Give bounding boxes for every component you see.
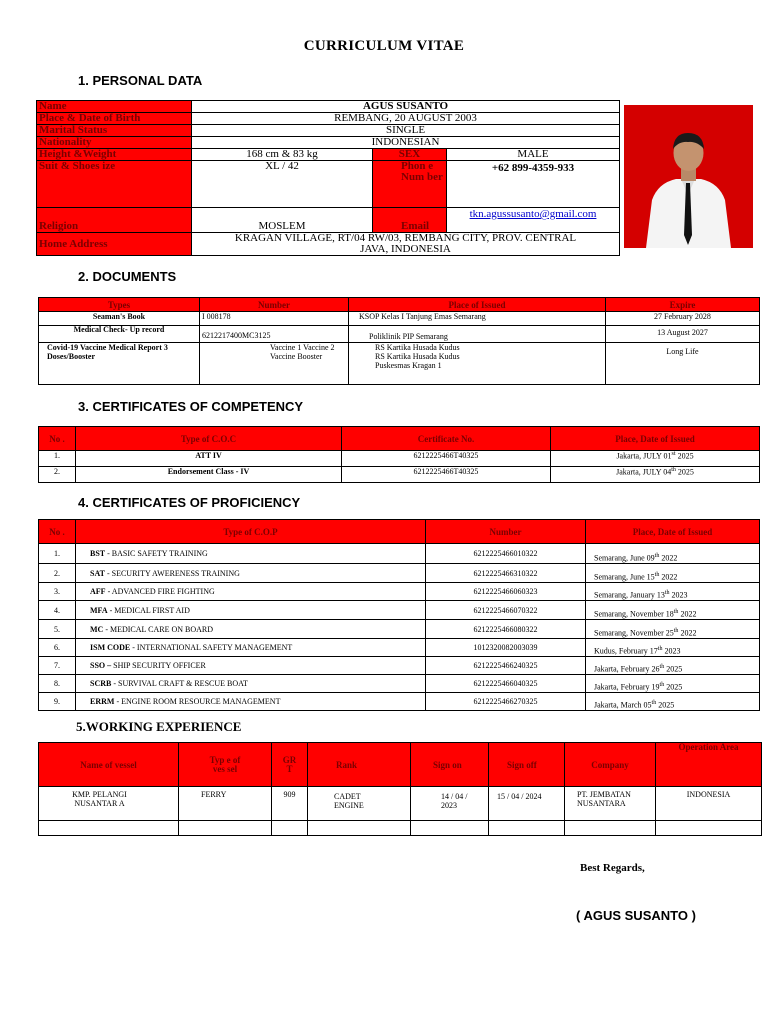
marital-value: SINGLE	[192, 125, 620, 137]
coc-table	[38, 426, 760, 483]
table-row	[39, 601, 760, 620]
name-value: AGUS SUSANTO	[192, 101, 620, 113]
cop-place-text: Semarang, November 18	[594, 610, 674, 619]
doc-header-place: Place of Issued	[349, 298, 606, 312]
work-header-signon: Sign on	[411, 743, 489, 787]
cop-no: 8.	[39, 675, 76, 693]
work-header-signoff: Sign off	[489, 743, 565, 787]
birth-label: Place & Date of Birth	[37, 113, 192, 125]
address-label: Home Address	[37, 233, 192, 256]
cop-type	[76, 693, 426, 711]
cop-place-sup: th	[657, 646, 663, 653]
cop-header-place: Place, Date of Issued	[586, 520, 760, 544]
page-title: CURRICULUM VITAE	[303, 38, 465, 54]
best-regards: Best Regards,	[580, 862, 645, 874]
signature-name: ( AGUS SUSANTO )	[576, 908, 696, 923]
cop-number: 6212225466270325	[426, 693, 586, 711]
birth-value: REMBANG, 20 AUGUST 2003	[192, 113, 620, 125]
cop-number: 6212225466310322	[426, 564, 586, 583]
table-row	[39, 787, 762, 821]
work-type: FERRY	[179, 787, 272, 821]
cop-no: 7.	[39, 657, 76, 675]
cop-place-text: Semarang, November 25	[594, 629, 674, 638]
doc-number: 6212217400MC3125	[200, 326, 349, 343]
table-row	[39, 583, 760, 601]
cop-desc: - BASIC SAFETY TRAINING	[105, 549, 208, 558]
doc-header-expire: Expire	[606, 298, 760, 312]
cop-no: 5.	[39, 620, 76, 639]
doc-type: Medical Check- Up record	[39, 326, 200, 343]
cop-desc: - SURVIVAL CRAFT & RESCUE BOAT	[111, 679, 248, 688]
doc-expire: Long Life	[606, 343, 760, 385]
cop-place	[586, 693, 760, 711]
work-header-type: Typ e of ves sel	[179, 743, 272, 787]
cop-type	[76, 639, 426, 657]
table-row	[39, 657, 760, 675]
table-row	[39, 564, 760, 583]
cop-place-year: 2025	[664, 683, 683, 692]
doc-place: RS Kartika Husada Kudus RS Kartika Husada Kudus Puskesmas Kragan 1	[349, 343, 606, 385]
cop-number: 1012320082003039	[426, 639, 586, 657]
coc-type: ATT IV	[76, 451, 342, 467]
cop-place-text: Semarang, June 15	[594, 573, 655, 582]
suit-label: Suit & Shoes ize	[37, 161, 192, 208]
doc-type: Seaman's Book	[39, 312, 200, 326]
cop-desc: - MEDICAL CARE ON BOARD	[103, 624, 214, 634]
cop-desc: - MEDICAL FIRST AID	[107, 605, 190, 615]
cop-place-text: Jakarta, February 19	[594, 683, 660, 692]
cop-table	[38, 519, 760, 711]
cop-place-sup: th	[654, 572, 660, 579]
cop-code: SCRB	[90, 679, 112, 688]
cop-place-text: Semarang, January 13	[594, 591, 665, 600]
doc-type: Covid-19 Vaccine Medical Report 3 Doses/Booster	[39, 343, 200, 385]
table-row	[39, 451, 760, 467]
work-header-area: Operation Area	[656, 743, 762, 787]
cop-type	[76, 657, 426, 675]
section-cop-heading: 4. CERTIFICATES OF PROFICIENCY	[78, 495, 301, 510]
cop-place	[586, 620, 760, 639]
cop-place-sup: th	[654, 553, 660, 560]
cop-number: 6212225466240325	[426, 657, 586, 675]
cop-code: ERRM	[90, 697, 115, 706]
cop-number: 6212225466040325	[426, 675, 586, 693]
work-area: INDONESIA	[656, 787, 762, 821]
cop-place	[586, 564, 760, 583]
cop-place-text: Jakarta, March 05	[594, 701, 652, 710]
cop-desc: SHIP SECURITY OFFICER	[111, 661, 206, 670]
cop-place-year: 2023	[669, 591, 688, 600]
sex-label: SEX	[373, 149, 447, 161]
cop-type	[76, 544, 426, 564]
cop-code: AFF	[90, 587, 106, 596]
section-documents-heading: 2. DOCUMENTS	[78, 269, 177, 284]
cop-place-year: 2022	[678, 610, 697, 619]
cop-place	[586, 657, 760, 675]
cop-place-sup: th	[651, 700, 657, 707]
suit-value: XL / 42	[192, 161, 373, 208]
cop-place-text: Jakarta, February 26	[594, 665, 660, 674]
coc-header-no: No .	[39, 427, 76, 451]
cop-place-year: 2025	[664, 665, 683, 674]
coc-place	[551, 467, 760, 483]
table-row	[39, 675, 760, 693]
section-work-heading: 5.WORKING EXPERIENCE	[76, 719, 242, 734]
cop-number: 6212225466060323	[426, 583, 586, 601]
cop-place	[586, 601, 760, 620]
cop-code: ISM CODE	[90, 643, 131, 652]
work-company: PT. JEMBATAN NUSANTARA	[565, 787, 656, 821]
nationality-label: Nationality	[37, 137, 192, 149]
cop-place-sup: th	[664, 590, 670, 597]
coc-place-year: 2025	[677, 451, 694, 461]
phone-value: +62 899-4359-933	[447, 161, 620, 208]
religion-value: MOSLEM	[192, 208, 373, 233]
table-row-empty	[39, 821, 762, 836]
table-row	[39, 639, 760, 657]
cop-number: 6212225466010322	[426, 544, 586, 564]
name-label: Name	[37, 101, 192, 113]
cop-desc: - INTERNATIONAL SAFETY MANAGEMENT	[130, 643, 293, 652]
cop-code: SAT	[90, 568, 105, 578]
doc-expire: 27 February 2028	[606, 312, 760, 326]
cop-place-year: 2022	[678, 629, 697, 638]
cop-header-no: No .	[39, 520, 76, 544]
cop-header-type: Type of C.O.P	[76, 520, 426, 544]
religion-label: Religion	[37, 208, 192, 233]
cop-place	[586, 639, 760, 657]
cop-type	[76, 564, 426, 583]
cop-desc: - ENGINE ROOM RESOURCE MANAGEMENT	[114, 697, 281, 706]
work-header-rank: Rank	[308, 743, 411, 787]
coc-place-year: 2025	[677, 467, 694, 477]
cop-place	[586, 544, 760, 564]
height-label: Height &Weight	[37, 149, 192, 161]
coc-place-text: Jakarta, JULY 04	[616, 467, 672, 477]
table-row	[39, 467, 760, 483]
cop-desc: - SECURITY AWERENESS TRAINING	[104, 568, 240, 578]
doc-number: I 008178	[200, 312, 349, 326]
coc-place-sup: th	[671, 467, 676, 473]
nationality-value: INDONESIAN	[192, 137, 620, 149]
doc-expire: 13 August 2027	[606, 326, 760, 343]
personal-data-table	[36, 100, 620, 256]
email-link[interactable]: tkn.agussusanto@gmail.com	[469, 208, 597, 220]
table-row	[39, 620, 760, 639]
cop-place-text: Semarang, June 09	[594, 554, 655, 563]
table-row	[39, 693, 760, 711]
cop-type	[76, 620, 426, 639]
cop-place-sup: th	[659, 664, 665, 671]
cop-no: 6.	[39, 639, 76, 657]
table-row	[39, 544, 760, 564]
doc-place: KSOP Kelas I Tanjung Emas Semarang	[349, 312, 606, 326]
coc-cert: 6212225466T40325	[342, 467, 551, 483]
cop-type	[76, 583, 426, 601]
section-personal-heading: 1. PERSONAL DATA	[78, 73, 203, 88]
coc-no: 2.	[39, 467, 76, 483]
doc-place: Poliklinik PIP Semarang	[349, 326, 606, 343]
cop-place-sup: th	[659, 682, 665, 689]
work-header-grt: GR T	[272, 743, 308, 787]
cop-place-sup: th	[673, 628, 679, 635]
profile-photo	[624, 105, 753, 248]
cop-place	[586, 583, 760, 601]
coc-cert: 6212225466T40325	[342, 451, 551, 467]
work-header-vessel: Name of vessel	[39, 743, 179, 787]
cop-place	[586, 675, 760, 693]
cop-code: MFA	[90, 605, 108, 615]
cop-place-year: 2025	[656, 701, 675, 710]
phone-label: Phon e Num ber	[373, 161, 447, 208]
cop-number: 6212225466080322	[426, 620, 586, 639]
cop-place-sup: th	[673, 609, 679, 616]
email-label: Email	[373, 208, 447, 233]
coc-place-sup: st	[671, 451, 676, 457]
coc-type: Endorsement Class - IV	[76, 467, 342, 483]
coc-place-text: Jakarta, JULY 01	[616, 451, 672, 461]
coc-no: 1.	[39, 451, 76, 467]
doc-header-number: Number	[200, 298, 349, 312]
work-grt: 909	[272, 787, 308, 821]
cop-no: 2.	[39, 564, 76, 583]
coc-header-place: Place, Date of Issued	[551, 427, 760, 451]
section-coc-heading: 3. CERTIFICATES OF COMPETENCY	[78, 399, 304, 414]
cop-header-number: Number	[426, 520, 586, 544]
coc-header-cert: Certificate No.	[342, 427, 551, 451]
coc-header-type: Type of C.O.C	[76, 427, 342, 451]
height-value: 168 cm & 83 kg	[192, 149, 373, 161]
work-table	[38, 742, 762, 836]
marital-label: Marital Status	[37, 125, 192, 137]
cop-type	[76, 601, 426, 620]
cop-code: MC	[90, 624, 104, 634]
doc-header-types: Types	[39, 298, 200, 312]
cop-no: 1.	[39, 544, 76, 564]
address-value: KRAGAN VILLAGE, RT/04 RW/03, REMBANG CITY, PROV. CENTRAL JAVA, INDONESIA	[192, 233, 620, 256]
cop-number: 6212225466070322	[426, 601, 586, 620]
cop-place-text: Kudus, February 17	[594, 647, 658, 656]
coc-place	[551, 451, 760, 467]
cop-place-year: 2022	[659, 573, 678, 582]
work-rank: CADET ENGINE	[308, 787, 411, 821]
cop-no: 3.	[39, 583, 76, 601]
cop-code: SSO –	[90, 661, 112, 670]
work-signoff: 15 / 04 / 2024	[489, 787, 565, 821]
cop-rows	[39, 544, 760, 711]
cop-place-year: 2023	[662, 647, 681, 656]
cop-no: 9.	[39, 693, 76, 711]
work-vessel: KMP. PELANGI NUSANTAR A	[39, 787, 179, 821]
cop-no: 4.	[39, 601, 76, 620]
cop-place-year: 2022	[659, 554, 678, 563]
cop-code: BST	[90, 549, 106, 558]
cop-desc: - ADVANCED FIRE FIGHTING	[105, 587, 215, 596]
sex-value: MALE	[447, 149, 620, 161]
doc-number: Vaccine 1 Vaccine 2 Vaccine Booster	[200, 343, 349, 385]
work-header-company: Company	[565, 743, 656, 787]
documents-table	[38, 297, 760, 385]
cop-type	[76, 675, 426, 693]
work-signon: 14 / 04 / 2023	[411, 787, 489, 821]
